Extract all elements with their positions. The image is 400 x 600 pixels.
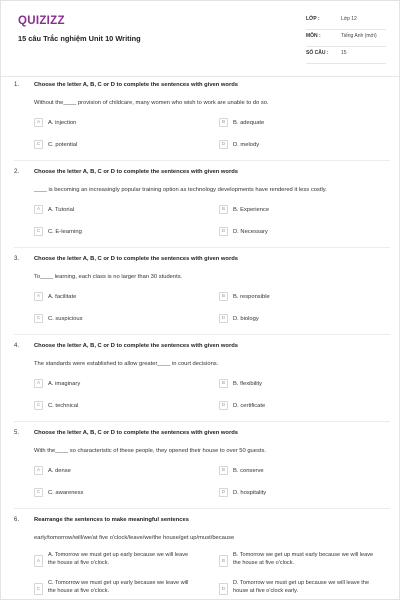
question-prompt: ____ is becoming an increasingly popular training option as technology developments have rendered it less costly. [34,187,327,193]
question-prompt: Without the____ provision of childcare, many women who wish to work are unable to do so. [34,100,269,106]
option-letter-box: D [219,583,228,595]
question-number: 2. [14,169,20,175]
question-prompt: The standards were established to allow greater____ in court decisions. [34,361,219,367]
option-text: B. Experience [233,206,270,213]
option-text: D. certificate [233,402,266,409]
option-letter-box: A [34,292,43,301]
option-a[interactable] [34,551,194,571]
option-text: D. Necessary [233,228,268,235]
option-letter-box: A [34,205,43,214]
question-instruction: Choose the letter A, B, C or D to complete the sentences with given words [34,256,238,262]
option-text: A. injection [48,119,77,126]
option-text: A. facilitate [48,293,77,300]
option-letter-box: B [219,292,228,301]
question-instruction: Choose the letter A, B, C or D to complete the sentences with given words [34,82,238,88]
option-text: A. dense [48,467,71,474]
question-prompt: To____ learning, each class is no larger than 30 students. [34,274,183,280]
question-divider [14,247,390,248]
option-text: D. melody [233,141,260,148]
page-title: 15 câu Trắc nghiệm Unit 10 Writing [18,34,141,43]
question-divider [14,160,390,161]
option-text: D. Tomorrow we must get up because we will leave the house at five o'clock early. [233,580,370,594]
option-text: A. Tutorial [48,206,75,213]
option-letter-box: B [219,118,228,127]
option-letter-box: C [34,227,43,236]
option-letter-box: D [219,488,228,497]
option-letter-box: D [219,314,228,323]
option-letter-box: D [219,401,228,410]
option-letter-box: C [34,314,43,323]
option-text: D. biology [233,315,259,322]
option-d[interactable] [219,579,379,599]
question-prompt: early/tomorrow/will/we/at five o'clock/leave/we/the house/get up/must/because [34,535,235,541]
option-text: A. imaginary [48,380,81,387]
question-instruction: Choose the letter A, B, C or D to complete the sentences with given words [34,343,238,349]
option-text: B. conserve [233,467,264,474]
option-letter-box: C [34,488,43,497]
question-prompt: With the____ so characteristic of these people, they opened their house to over 50 guests. [34,448,267,454]
question-instruction: Choose the letter A, B, C or D to complete the sentences with given words [34,169,238,175]
option-letter-box: B [219,466,228,475]
option-letter-box: C [34,583,43,595]
question-instruction: Choose the letter A, B, C or D to complete the sentences with given words [34,430,238,436]
question-number: 6. [14,517,20,523]
option-text: C. awareness [48,489,84,496]
option-letter-box: A [34,555,43,567]
option-c[interactable] [34,579,194,599]
option-text: B. flexibility [233,380,262,387]
question-divider [14,334,390,335]
option-b[interactable] [219,551,379,571]
option-text: B. adequate [233,119,265,126]
question-number: 5. [14,430,20,436]
question-number: 1. [14,82,20,88]
option-text: C. Tomorrow we must get up early because we leave will the house at five o'clock. [48,580,189,594]
option-text: B. responsible [233,293,270,300]
meta-key: MÔN : [306,33,321,39]
option-letter-box: B [219,379,228,388]
option-text: A. Tomorrow we must get up early because we will leave the house at five o'clock. [48,552,189,566]
meta-key: SỐ CÂU : [306,50,329,56]
option-letter-box: A [34,466,43,475]
option-text: C. potential [48,141,78,148]
question-instruction: Rearrange the sentences to make meaningful sentences [34,517,189,523]
meta-value: Lớp 12 [341,16,357,22]
question-divider [14,508,390,509]
option-letter-box: B [219,205,228,214]
option-text: C. suspicious [48,315,83,322]
option-text: D. hospitality [233,489,267,496]
option-letter-box: B [219,555,228,567]
question-number: 3. [14,256,20,262]
quizizz-logo: QUIZIZZ [18,15,65,27]
meta-key: LỚP : [306,16,320,22]
meta-row-subject [306,30,386,47]
meta-value: 15 [341,50,347,56]
option-letter-box: C [34,140,43,149]
meta-row-grade [306,13,386,30]
option-letter-box: A [34,118,43,127]
option-text: C. technical [48,402,79,409]
worksheet-header [1,1,400,77]
meta-row-count [306,47,386,64]
option-letter-box: C [34,401,43,410]
question-number: 4. [14,343,20,349]
meta-value: Tiếng Anh (mới) [341,33,377,39]
option-text: B. Tomorrow we get up must early because we will leave the house at five o'clock. [233,552,374,566]
option-text: C. E-learning [48,228,82,235]
option-letter-box: A [34,379,43,388]
option-letter-box: D [219,140,228,149]
option-letter-box: D [219,227,228,236]
question-divider [14,421,390,422]
